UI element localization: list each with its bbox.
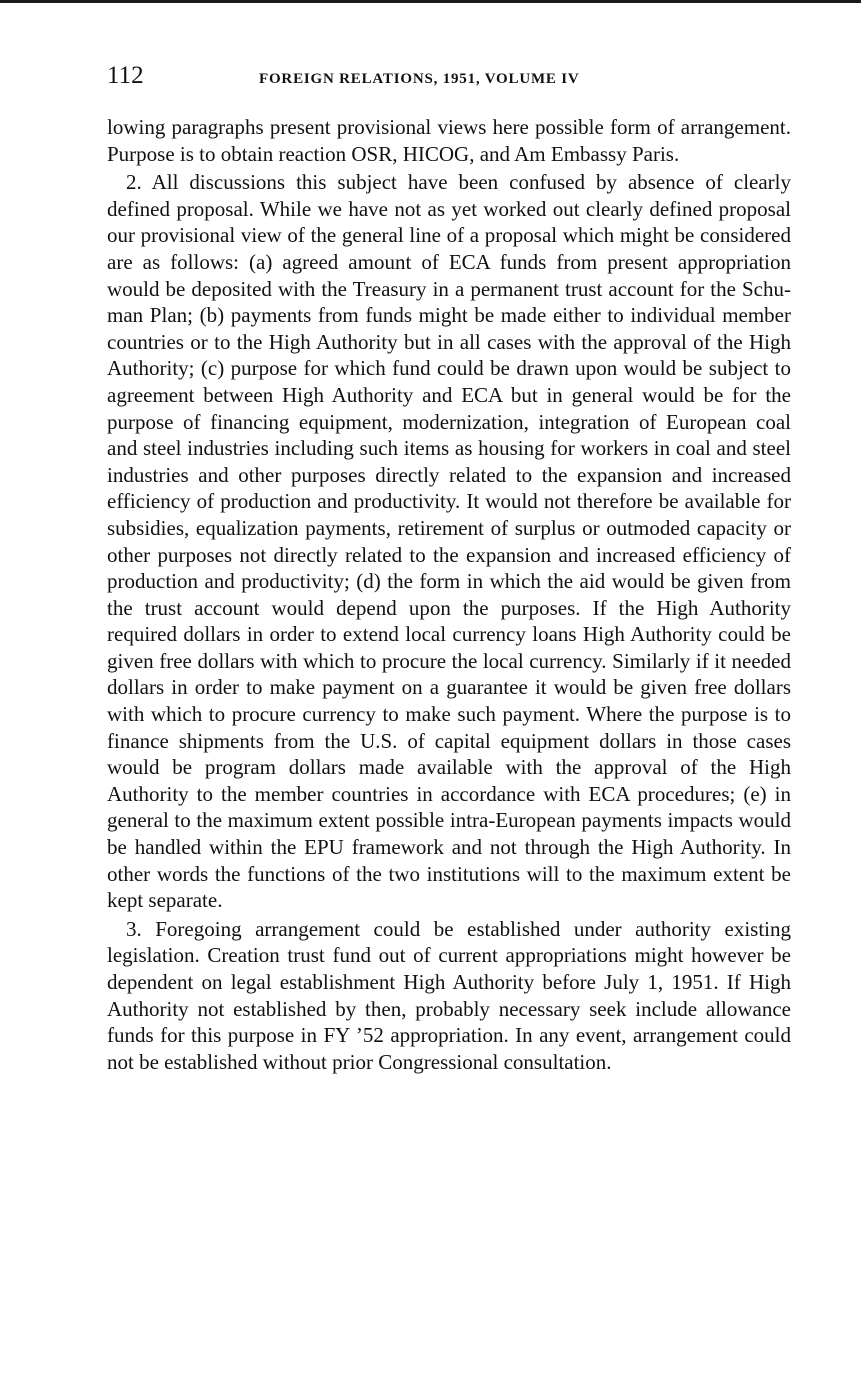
top-edge-rule: [0, 0, 861, 3]
running-head: [107, 62, 791, 102]
body-text: [107, 114, 791, 1075]
page-number: 112: [107, 62, 144, 89]
document-page: [107, 62, 791, 1075]
paragraph-3: 3. Foregoing arrangement could be established under authority existing legislation. Creation trust fund out of current appropriations might however be dependent on legal establishment High Authority before July 1, 1951. If High Authority not established by then, probably necessary seek include allowance funds for this purpose in FY ’52 appropriation. In any event, arrangement could not be established without prior Congressional consultation.: [107, 916, 791, 1074]
paragraph-2: 2. All discussions this subject have been confused by absence of clearly defined proposal. While we have not as yet worked out clearly defined proposal our provisional view of the general line of a proposal which might be considered are as follows: (a) agreed amount of ECA funds from present appropriation would be deposited with the Treasury in a permanent trust account for the Schuman Plan; (b) payments from funds might be made either to individual member countries or to the High Authority but in all cases with the approval of the High Authority; (c) purpose for which fund could be drawn upon would be subject to agreement between High Authority and ECA but in general would be for the purpose of financing equipment, modernization, integration of European coal and steel industries including such items as housing for workers in coal and steel industries and other purposes directly related to the expansion and increased efficiency of production and productivity. It would not therefore be available for subsidies, equalization payments, retirement of surplus or outmoded capacity or other purposes not directly related to the expansion and increased efficiency of production and productivity; (d) the form in which the aid would be given from the trust account would depend upon the purposes. If the High Authority required dollars in order to extend local currency loans High Authority could be given free dollars with which to procure the local currency. Similarly if it needed dollars in order to make payment on a guarantee it would be given free dollars with which to procure currency to make such payment. Where the purpose is to finance shipments from the U.S. of capital equipment dollars in those cases would be program dollars made available with the approval of the High Authority to the member countries in accordance with ECA procedures; (e) in general to the maximum extent possible intra-European payments impacts would be handled within the EPU framework and not through the High Authority. In other words the functions of the two institutions will to the maximum extent be kept separate.: [107, 170, 791, 913]
paragraph-continuation: lowing paragraphs present provisional views here possible form of arrangement. Purpose is to obtain reaction OSR, HICOG, and Am Embassy Paris.: [107, 115, 791, 166]
running-title: FOREIGN RELATIONS, 1951, VOLUME IV: [259, 71, 580, 87]
